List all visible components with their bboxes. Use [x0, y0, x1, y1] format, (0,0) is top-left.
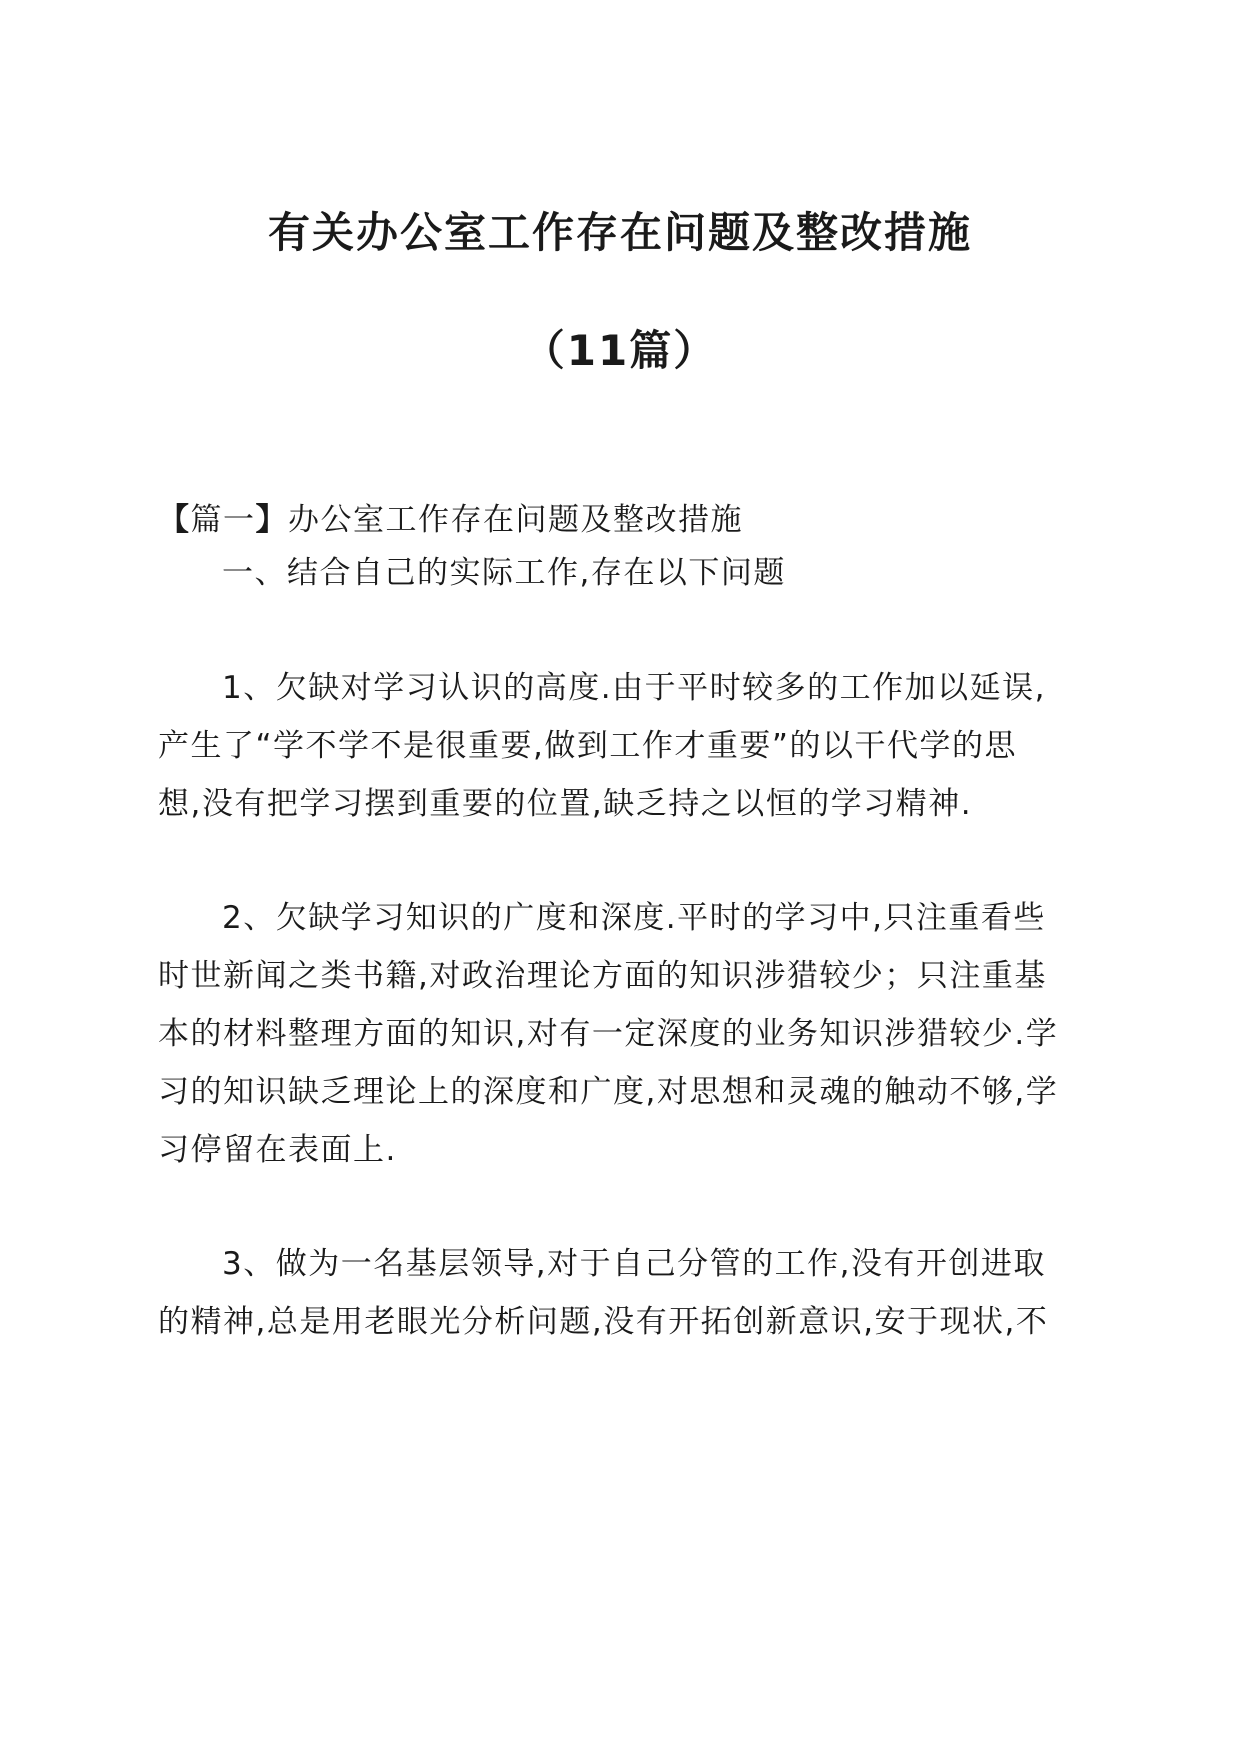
paragraph-3-line: 3、做为一名基层领导,对于自己分管的工作,没有开创进取 [222, 1246, 1046, 1282]
paragraph-3-line: 的精神,总是用老眼光分析问题,没有开拓创新意识,安于现状,不 [158, 1304, 1049, 1340]
heading-label: 篇一 [190, 502, 256, 538]
heading-bracket-open: 【 [158, 502, 191, 538]
paragraph-2-line: 习的知识缺乏理论上的深度和广度,对思想和灵魂的触动不够,学 [158, 1074, 1059, 1110]
paragraph-1-line: 想,没有把学习摆到重要的位置,缺乏持之以恒的学习精神. [158, 786, 973, 822]
document-title: 有关办公室工作存在问题及整改措施 [267, 208, 972, 257]
heading-bracket-close: 】 [255, 502, 288, 538]
section-heading [158, 500, 1088, 540]
paragraph-2-line: 习停留在表面上. [158, 1132, 397, 1168]
paragraph-1-line: 产生了“学不学不是很重要,做到工作才重要”的以干代学的思 [158, 728, 1017, 764]
paragraph-2-line: 本的材料整理方面的知识,对有一定深度的业务知识涉猎较少.学 [158, 1016, 1059, 1052]
subheading: 一、结合自己的实际工作,存在以下问题 [222, 555, 786, 591]
paragraph-1-line: 1、欠缺对学习认识的高度.由于平时较多的工作加以延误, [222, 670, 1046, 706]
heading-text: 办公室工作存在问题及整改措施 [288, 502, 743, 538]
paragraph-2-line: 时世新闻之类书籍,对政治理论方面的知识涉猎较少；只注重基 [158, 958, 1047, 994]
paragraph-2-line: 2、欠缺学习知识的广度和深度.平时的学习中,只注重看些 [222, 900, 1046, 936]
document-title-count: （11篇） [522, 326, 718, 375]
